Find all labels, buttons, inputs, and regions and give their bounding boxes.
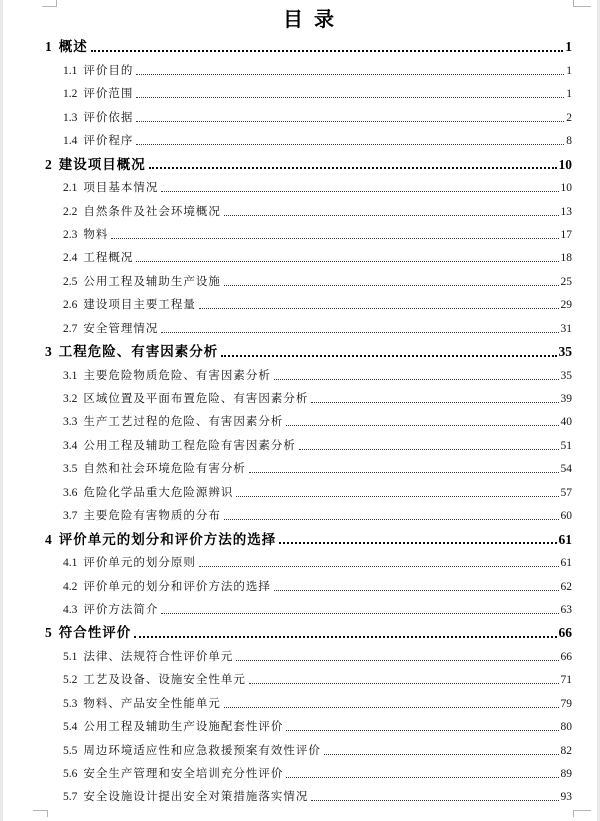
toc-entry-number: 2.7 [63,322,78,335]
toc-entry[interactable] [45,735,572,758]
toc-entry-number: 5.4 [63,721,78,734]
toc-entry-label: 工艺及设备、设施安全性单元 [83,674,246,687]
toc-entry-label: 评价目的 [83,64,134,77]
toc-entry[interactable] [45,55,572,78]
page-edge-left [0,0,3,821]
toc-entry-number: 1.3 [63,111,78,124]
toc-entry-page: 35 [560,369,572,382]
toc-entry-page: 80 [560,721,572,734]
toc-entry-page: 17 [560,228,572,241]
toc-entry-label: 评价单元的划分和评价方法的选择 [83,580,271,593]
toc-entry-page: 35 [558,344,572,360]
toc-entry-page: 10 [558,156,572,172]
toc-entry-page: 39 [560,393,572,405]
toc-entry-page: 63 [560,603,572,616]
dot-leader [311,800,558,801]
toc-entry[interactable] [45,665,572,688]
toc-entry-page: 1 [566,64,572,77]
toc-entry-page: 93 [560,791,572,804]
dot-leader [286,777,558,778]
toc-entry-number: 5.7 [63,791,78,804]
toc-entry-label: 安全设施设计提出安全对策措施落实情况 [83,791,309,804]
toc-entry-page: 31 [560,322,572,335]
dot-leader [136,97,564,98]
toc-entry-number: 2.6 [63,299,78,312]
toc-entry[interactable] [45,501,572,524]
toc-entry-label: 物料、产品安全性能单元 [83,697,221,710]
toc-entry-number: 3.7 [63,510,78,523]
toc-entry-page: 8 [566,135,572,148]
toc-entry[interactable] [45,126,572,149]
toc-entry-number: 1.2 [63,88,78,101]
toc-entry-number: 2.5 [63,275,78,288]
toc-entry-label: 周边环境适应性和应急救援预案有效性评价 [83,744,321,757]
dot-leader [224,519,559,520]
toc-entry-page: 54 [560,463,572,476]
dot-leader [149,167,557,169]
toc-entry-label: 安全管理情况 [83,322,159,335]
toc-entry-number: 1 [45,39,52,55]
toc-entry-page: 2 [566,111,572,124]
toc-entry-number: 5.3 [63,697,78,710]
toc-entry[interactable] [45,782,572,805]
toc-entry-page: 25 [560,275,572,288]
toc-entry-number: 5.5 [63,744,78,757]
toc-entry[interactable] [45,430,572,453]
dot-leader [224,285,559,286]
dot-leader [199,308,559,309]
toc-entry-label: 物料 [83,228,109,241]
toc-entry[interactable] [45,149,572,172]
dot-leader [136,121,564,122]
toc-entry-page: 57 [560,486,572,499]
toc-entry-page: 66 [558,625,572,641]
toc-entry-label: 工程概况 [83,252,134,265]
toc-entry-page: 40 [560,416,572,429]
dot-leader [249,683,559,684]
toc-entry-number: 5 [45,625,52,641]
toc-entry-label: 建设项目主要工程量 [83,299,196,312]
dot-leader [161,332,558,333]
toc-entry-number: 3 [45,344,52,360]
toc-entry-page: 10 [560,182,572,195]
toc-entry-number: 4.2 [63,580,78,593]
toc-entry-page: 18 [560,252,572,265]
toc-entry[interactable] [45,32,572,55]
toc-entry-label: 评价范围 [83,88,134,101]
dot-leader [161,191,558,192]
toc-entry[interactable] [45,641,572,664]
toc-entry-number: 5.1 [63,650,78,663]
toc-entry-page: 89 [560,768,572,780]
toc-entry[interactable] [45,548,572,571]
toc-title: 目 录 [283,9,334,31]
toc-entry-number: 3.3 [63,416,78,429]
toc-entry-number: 4 [45,531,52,547]
toc-entry-label: 自然和社会环境危险有害分析 [83,463,246,476]
dot-leader [286,730,558,731]
toc-entry-label: 公用工程及辅助生产设施配套性评价 [83,721,284,734]
toc-entry[interactable] [45,220,572,243]
toc-entry[interactable] [45,618,572,641]
toc-entry[interactable] [45,337,572,360]
dot-leader [286,425,558,426]
toc-entry[interactable] [45,477,572,500]
toc-entry-number: 1.4 [63,135,78,148]
dot-leader [311,402,558,403]
dot-leader [111,238,558,239]
dot-leader [274,590,559,591]
toc-entry[interactable] [45,524,572,547]
toc-entry-page: 13 [560,205,572,218]
toc-entry-number: 2.2 [63,205,78,218]
dot-leader [274,379,559,380]
toc-entry[interactable] [45,454,572,477]
dot-leader [199,566,559,567]
toc-entry-number: 5.6 [63,768,78,780]
toc-entry[interactable] [45,360,572,383]
toc-entry-number: 2.4 [63,252,78,265]
toc-entry-label: 区域位置及平面布置危险、有害因素分析 [83,393,309,405]
toc-entry-number: 3.1 [63,369,78,382]
toc-entry-page: 29 [560,299,572,312]
toc-list [45,32,572,805]
dot-leader [279,542,556,544]
text-boundary-mark-top-right [573,0,591,7]
toc-entry-number: 5.2 [63,674,78,687]
toc-entry[interactable] [45,712,572,735]
toc-entry-number: 2.3 [63,228,78,241]
toc-entry-page: 66 [560,650,572,663]
toc-entry-number: 4.1 [63,557,78,570]
dot-leader [224,707,559,708]
toc-entry[interactable] [45,571,572,594]
toc-entry-page: 62 [560,580,572,593]
dot-leader [134,636,556,638]
dot-leader [249,472,559,473]
dot-leader [236,496,558,497]
toc-entry-number: 3.5 [63,463,78,476]
toc-entry-label: 安全生产管理和安全培训充分性评价 [83,768,284,780]
toc-entry-number: 1.1 [63,64,78,77]
toc-entry-label: 评价方法简介 [83,603,159,616]
toc-entry-label: 主要危险物质危险、有害因素分析 [83,369,271,382]
toc-entry-page: 82 [560,744,572,757]
toc-entry-label: 生产工艺过程的危险、有害因素分析 [83,416,284,429]
toc-entry[interactable] [45,384,572,407]
toc-entry-label: 危险化学品重大危险源辨识 [83,486,234,499]
toc-entry-label: 工程危险、有害因素分析 [58,344,219,360]
dot-leader [91,50,564,52]
toc-entry-page: 71 [560,674,572,687]
dot-leader [136,74,564,75]
toc-entry-label: 评价单元的划分原则 [83,557,196,570]
toc-entry[interactable] [45,290,572,313]
toc-entry[interactable] [45,79,572,102]
toc-entry-label: 评价程序 [83,135,134,148]
text-boundary-mark-bottom-right [573,810,591,817]
toc-entry[interactable] [45,313,572,336]
toc-entry[interactable] [45,196,572,219]
toc-entry-number: 3.6 [63,486,78,499]
toc-entry[interactable] [45,243,572,266]
toc-entry-page: 61 [558,531,572,547]
toc-entry-label: 评价依据 [83,111,134,124]
toc-entry[interactable] [45,407,572,430]
toc-entry-label: 公用工程及辅助生产设施 [83,275,221,288]
toc-entry-number: 2.1 [63,182,78,195]
toc-entry-page: 61 [560,557,572,570]
toc-entry-page: 79 [560,697,572,710]
toc-entry-page: 60 [560,510,572,523]
toc-entry-label: 符合性评价 [58,625,132,641]
toc-entry-number: 4.3 [63,603,78,616]
toc-entry-label: 项目基本情况 [83,182,159,195]
dot-leader [236,660,558,661]
dot-leader [161,613,558,614]
dot-leader [299,449,559,450]
toc-entry[interactable] [45,266,572,289]
toc-entry-page: 1 [566,88,572,101]
dot-leader [136,144,564,145]
toc-entry-number: 3.2 [63,393,78,405]
toc-entry[interactable] [45,173,572,196]
toc-entry-label: 建设项目概况 [58,156,146,172]
text-boundary-mark-top-left [42,0,57,7]
dot-leader [136,261,558,262]
toc-entry-label: 法律、法规符合性评价单元 [83,650,234,663]
toc-entry[interactable] [45,688,572,711]
toc-entry-label: 公用工程及辅助工程危险有害因素分析 [83,439,296,452]
toc-entry-page: 51 [560,439,572,452]
toc-entry[interactable] [45,102,572,125]
toc-entry-page: 1 [565,39,572,55]
toc-entry[interactable] [45,759,572,782]
dot-leader [324,754,559,755]
toc-entry-label: 主要危险有害物质的分布 [83,510,221,523]
toc-entry-number: 3.4 [63,439,78,452]
toc-entry[interactable] [45,595,572,618]
toc-entry-label: 评价单元的划分和评价方法的选择 [58,531,277,547]
text-boundary-mark-bottom-left [33,810,48,817]
toc-entry-label: 概述 [58,39,88,55]
toc-entry-number: 2 [45,156,52,172]
dot-leader [224,215,559,216]
toc-entry-label: 自然条件及社会环境概况 [83,205,221,218]
dot-leader [221,355,556,357]
